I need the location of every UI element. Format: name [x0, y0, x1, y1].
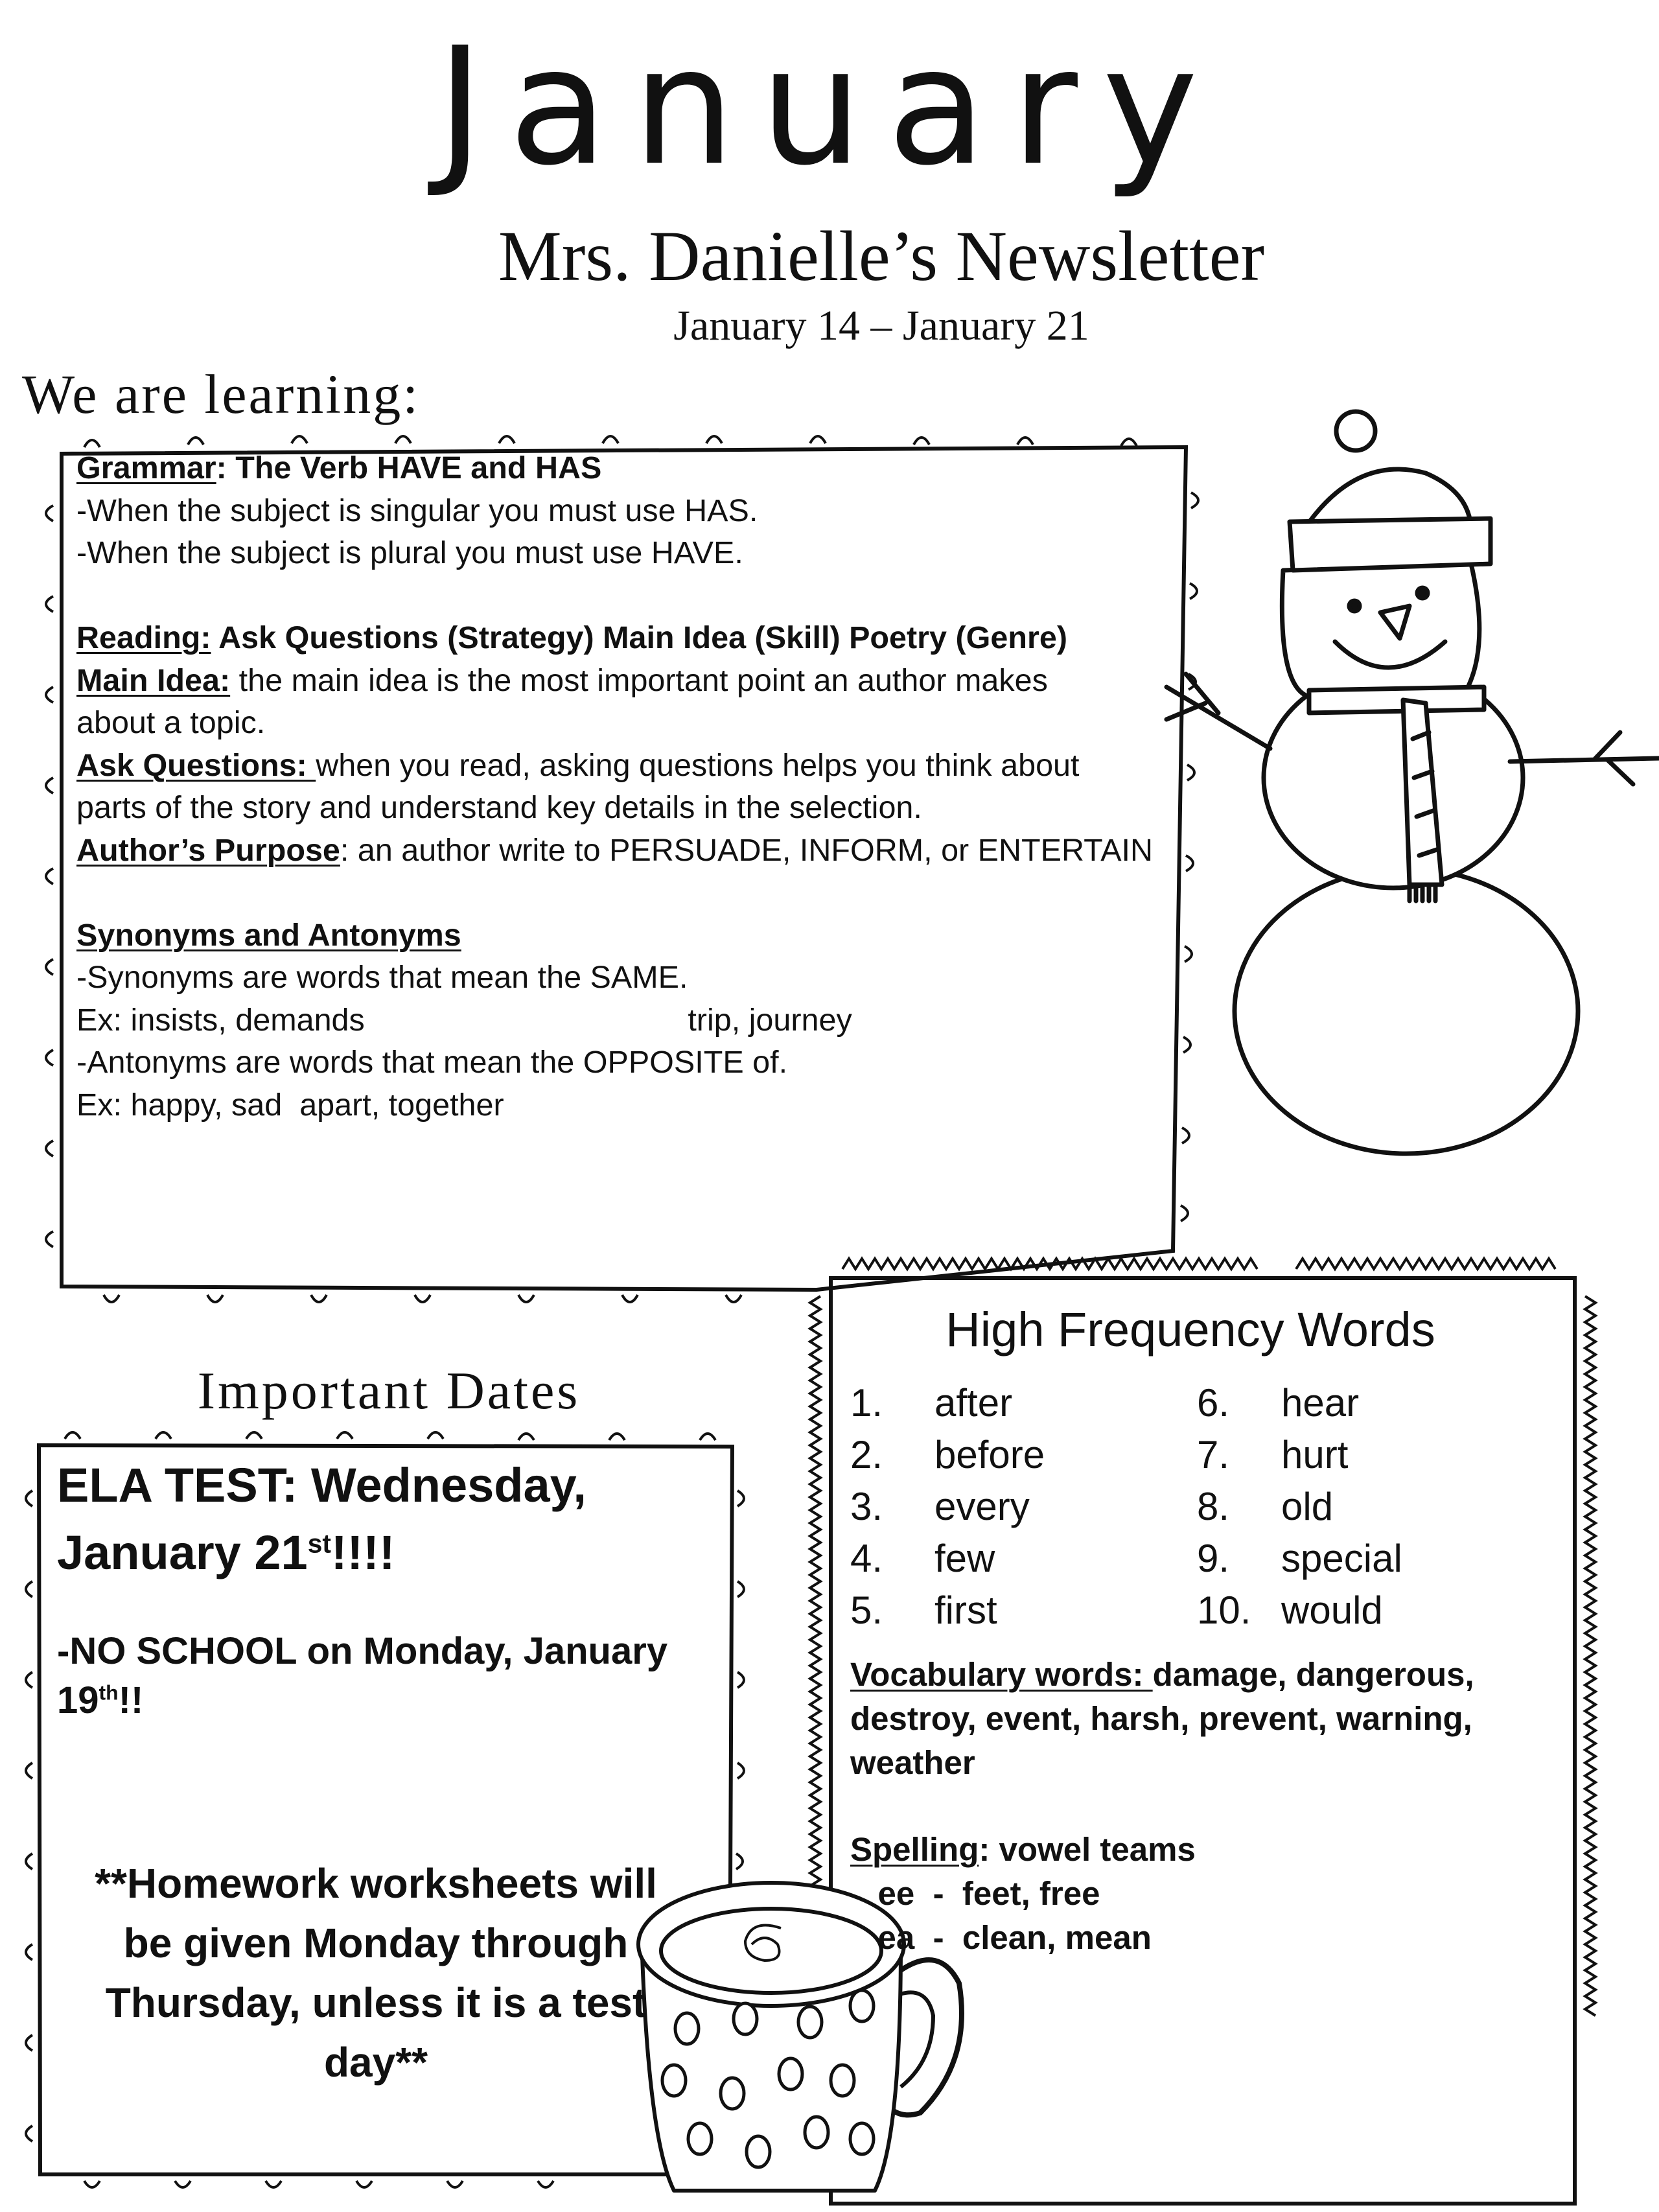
hfw-number: 10. [1197, 1589, 1251, 1632]
ant-line: -Antonyms are words that mean the OPPOSITE of. [76, 1045, 788, 1080]
noschool-sup: th [99, 1681, 119, 1705]
spelling-text: : vowel teams [979, 1831, 1196, 1868]
hfw-word: first [934, 1589, 997, 1632]
hfw-word: special [1281, 1537, 1402, 1580]
ask-text: when you read, asking questions helps you think about [316, 747, 1080, 783]
ela-test-notice [57, 1452, 586, 1587]
hfw-word: hear [1281, 1381, 1360, 1425]
hfw-word: few [934, 1537, 995, 1580]
vocab-text: damage, dangerous, [1152, 1656, 1474, 1693]
dates-heading: Important Dates [197, 1361, 581, 1420]
syn-example: Ex: insists, demands trip, journey [76, 1002, 852, 1038]
spelling-label: Spelling [850, 1831, 979, 1868]
noschool-num: 19 [57, 1679, 99, 1721]
vocab-line-3: weather [850, 1744, 975, 1781]
ask-line-2: parts of the story and understand key details in the selection. [76, 790, 922, 825]
spacer [76, 575, 1139, 618]
date-range: January 14 – January 21 [673, 302, 1089, 349]
main-idea-label: Main Idea: [76, 662, 231, 698]
hfw-number: 3. [850, 1485, 883, 1528]
noschool-exclaim: !! [118, 1679, 144, 1721]
reading-line [76, 617, 1139, 660]
grammar-line [76, 447, 1139, 490]
grammar-label: Grammar [76, 450, 216, 485]
vocab-line-1 [850, 1653, 1498, 1697]
list-item [850, 1481, 1498, 1533]
syn-line: -Synonyms are words that mean the SAME. [76, 960, 688, 995]
homework-notice: **Homework worksheets will be given Monday through Thursday, unless it is a test day** [95, 1860, 657, 2086]
ela-line-2 [57, 1519, 586, 1587]
list-item [850, 1429, 1498, 1481]
no-school-notice [57, 1627, 667, 1725]
spelling-ee: ee - feet, free [850, 1875, 1100, 1912]
purpose-line [76, 830, 1154, 872]
hfw-word: old [1281, 1485, 1334, 1528]
hfw-number: 4. [850, 1537, 883, 1580]
hfw-word: would [1281, 1589, 1383, 1632]
syn-label: Synonyms and Antonyms [76, 917, 461, 953]
reading-text: Ask Questions (Strategy) Main Idea (Skill) Poetry (Genre) [211, 620, 1067, 655]
grammar-rule-1: -When the subject is singular you must use HAS. [76, 493, 758, 528]
learning-heading: We are learning: [22, 363, 421, 425]
purpose-label: Author’s Purpose [76, 832, 340, 868]
vocabulary-words [850, 1653, 1498, 1785]
hfw-number: 8. [1197, 1485, 1230, 1528]
reading-label: Reading: [76, 620, 211, 655]
list-item [850, 1533, 1498, 1585]
ela-sup: st [307, 1528, 331, 1559]
grammar-title: : The Verb HAVE and HAS [216, 450, 602, 485]
hfw-word: every [934, 1485, 1030, 1528]
hfw-word: before [934, 1433, 1045, 1476]
vocab-line-2: destroy, event, harsh, prevent, warning, [850, 1700, 1472, 1737]
snowman-illustration [1166, 412, 1659, 1154]
noschool-line-2 [57, 1676, 667, 1725]
ant-example: Ex: happy, sad apart, together [76, 1087, 504, 1123]
ask-label: Ask Questions: [76, 747, 316, 783]
main-idea-line [76, 660, 1139, 703]
ask-line [76, 745, 1139, 787]
vocab-label: Vocabulary words: [850, 1656, 1153, 1693]
ela-date: January 21 [57, 1526, 308, 1579]
hfw-number: 6. [1197, 1381, 1230, 1425]
hfw-number: 9. [1197, 1537, 1230, 1580]
spelling-section [850, 1828, 1498, 1960]
spelling-ea: ea - clean, mean [850, 1919, 1152, 1956]
learning-content [76, 447, 1154, 1126]
hfw-heading: High Frequency Words [946, 1303, 1435, 1356]
grammar-rule-2: -When the subject is plural you must use HAVE. [76, 535, 743, 570]
main-idea-line-2: about a topic. [76, 705, 266, 740]
spacer [76, 872, 1139, 914]
ela-line-1: ELA TEST: Wednesday, [57, 1458, 586, 1512]
page-title: January [436, 12, 1223, 201]
syn-heading [76, 914, 1139, 957]
hfw-number: 1. [850, 1381, 883, 1425]
spelling-heading [850, 1828, 1498, 1872]
list-item [850, 1585, 1498, 1636]
hfw-word: after [934, 1381, 1013, 1425]
purpose-text: : an author write to PERSUADE, INFORM, or ENTERTAIN [340, 832, 1154, 868]
hfw-word: hurt [1281, 1433, 1349, 1476]
hfw-number: 2. [850, 1433, 883, 1476]
newsletter-subtitle: Mrs. Danielle’s Newsletter [498, 216, 1265, 296]
main-idea-text: the main idea is the most important point an author makes [230, 662, 1048, 698]
noschool-line-1: -NO SCHOOL on Monday, January [57, 1630, 668, 1672]
list-item [850, 1377, 1498, 1429]
ela-exclaim: !!!! [331, 1526, 395, 1579]
hfw-number: 5. [850, 1589, 883, 1632]
hfw-number: 7. [1197, 1433, 1230, 1476]
hfw-list [850, 1377, 1498, 1636]
